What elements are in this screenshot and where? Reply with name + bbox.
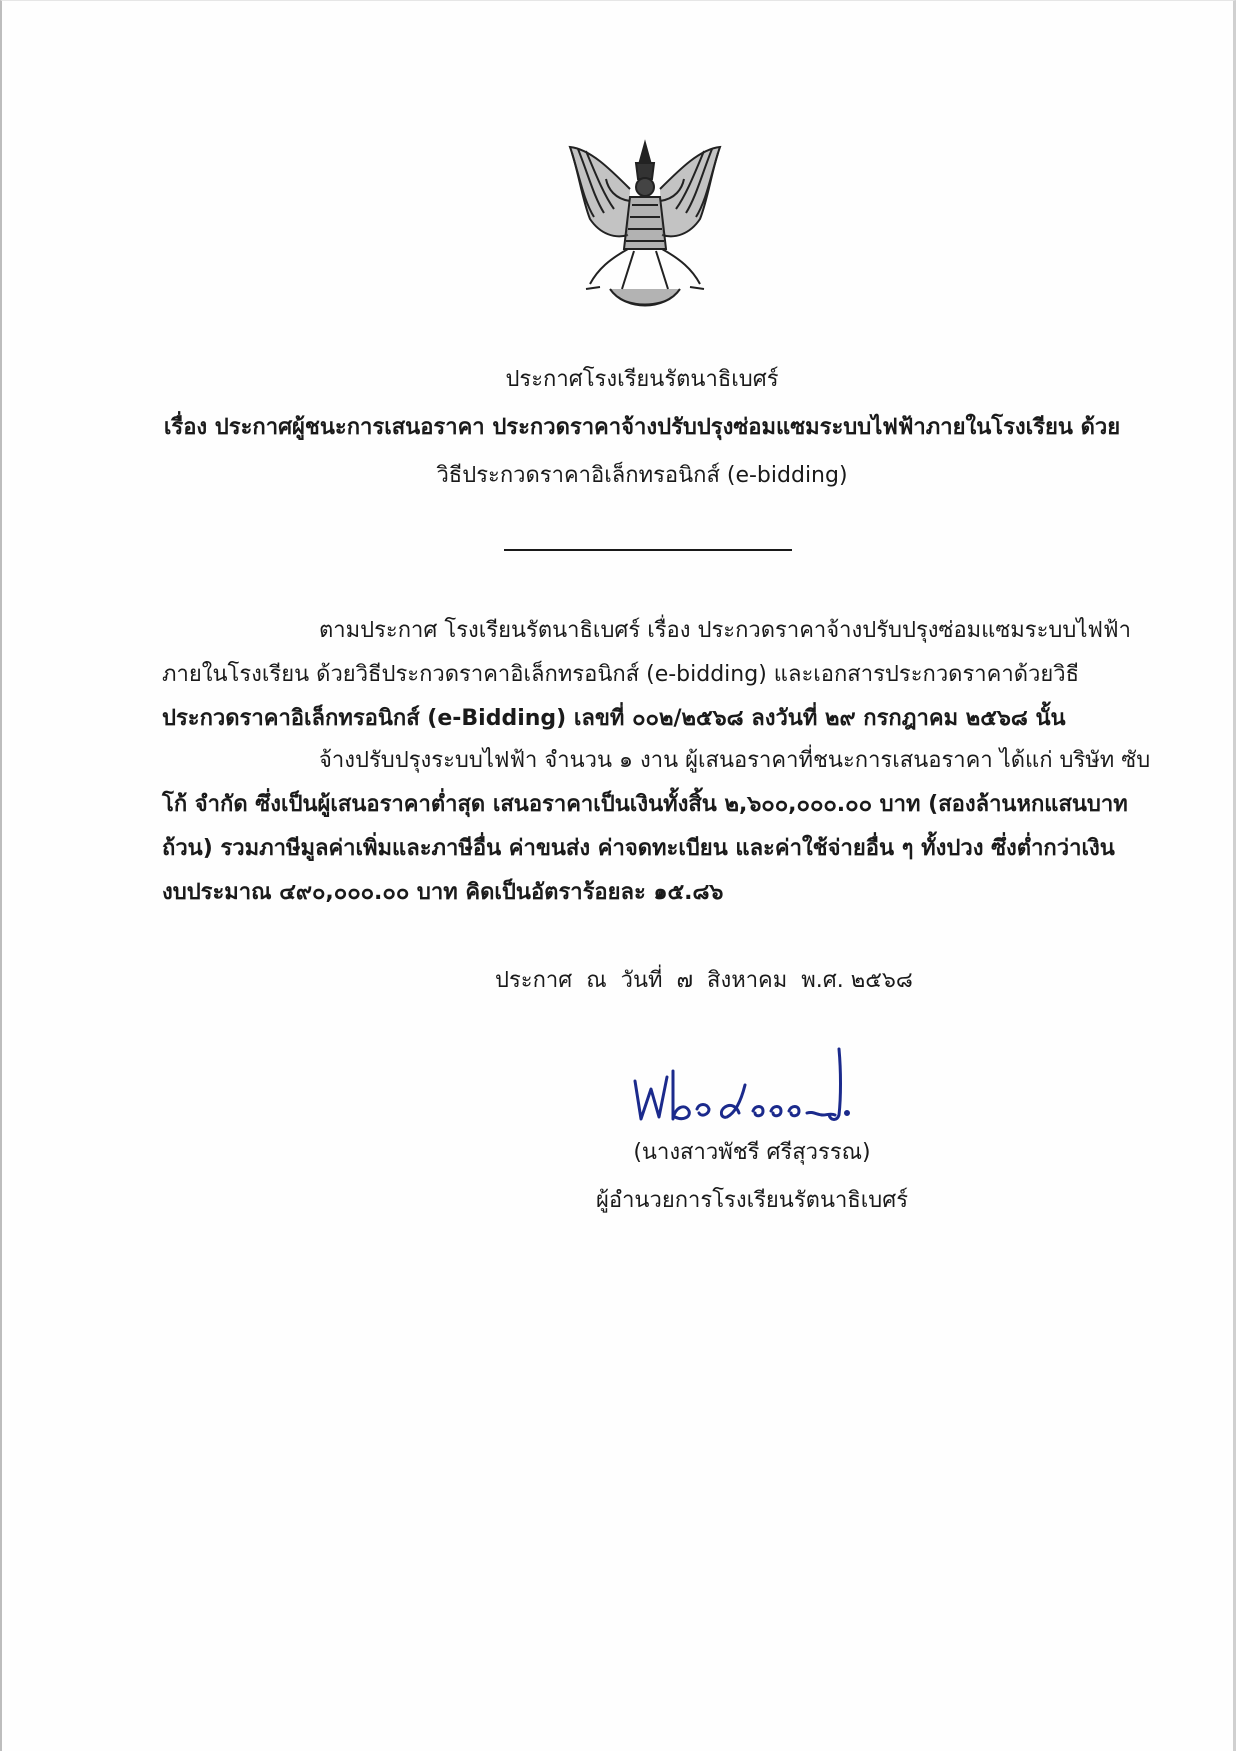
handwritten-signature [627,1041,857,1131]
paragraph-2 [162,739,1151,915]
announcement-date: ประกาศ ณ วันที่ ๗ สิงหาคม พ.ศ. ๒๕๖๘ [495,968,913,993]
subject-line: เรื่อง ประกาศผู้ชนะการเสนอราคา ประกวดราคาจ้างปรับปรุงซ่อมแซมระบบไฟฟ้าภายในโรงเรียน ด้วย [163,415,1121,440]
paragraph-line: ถ้วน) รวมภาษีมูลค่าเพิ่มและภาษีอื่น ค่าขนส่ง ค่าจดทะเบียน และค่าใช้จ่ายอื่น ๆ ทั้งปวง ซึ่งต่ำกว่าเงิน [162,836,1115,861]
paragraph-line: งบประมาณ ๔๙๐,๐๐๐.๐๐ บาท คิดเป็นอัตราร้อยละ ๑๕.๘๖ [162,880,724,905]
document-header [102,356,1182,500]
paragraph-1 [162,609,1131,741]
subject-line-continued: วิธีประกวดราคาอิเล็กทรอนิกส์ (e-bidding) [436,463,848,488]
document-title: ประกาศโรงเรียนรัตนาธิเบศร์ [505,367,779,392]
garuda-emblem [560,139,730,319]
paragraph-line: จ้างปรับปรุงระบบไฟฟ้า จำนวน ๑ งาน ผู้เสนอราคาที่ชนะการเสนอราคา ได้แก่ บริษัท ซับ [319,748,1151,773]
header-divider [504,549,792,551]
paragraph-line: ตามประกาศ โรงเรียนรัตนาธิเบศร์ เรื่อง ประกวดราคาจ้างปรับปรุงซ่อมแซมระบบไฟฟ้า [319,618,1131,643]
paragraph-line: ภายในโรงเรียน ด้วยวิธีประกวดราคาอิเล็กทรอนิกส์ (e-bidding) และเอกสารประกวดราคาด้วยวิธี [162,662,1080,687]
paragraph-line: ประกวดราคาอิเล็กทรอนิกส์ (e-Bidding) เลขที่ ๐๐๒/๒๕๖๘ ลงวันที่ ๒๙ กรกฎาคม ๒๕๖๘ นั้น [162,706,1066,731]
signatory-position: ผู้อำนวยการโรงเรียนรัตนาธิเบศร์ [595,1188,909,1213]
signatory-name: (นางสาวพัชรี ศรีสุวรรณ) [633,1140,871,1165]
paragraph-line: โก้ จำกัด ซึ่งเป็นผู้เสนอราคาต่ำสุด เสนอราคาเป็นเงินทั้งสิ้น ๒,๖๐๐,๐๐๐.๐๐ บาท (สองล้านหกแสนบาท [162,792,1128,817]
